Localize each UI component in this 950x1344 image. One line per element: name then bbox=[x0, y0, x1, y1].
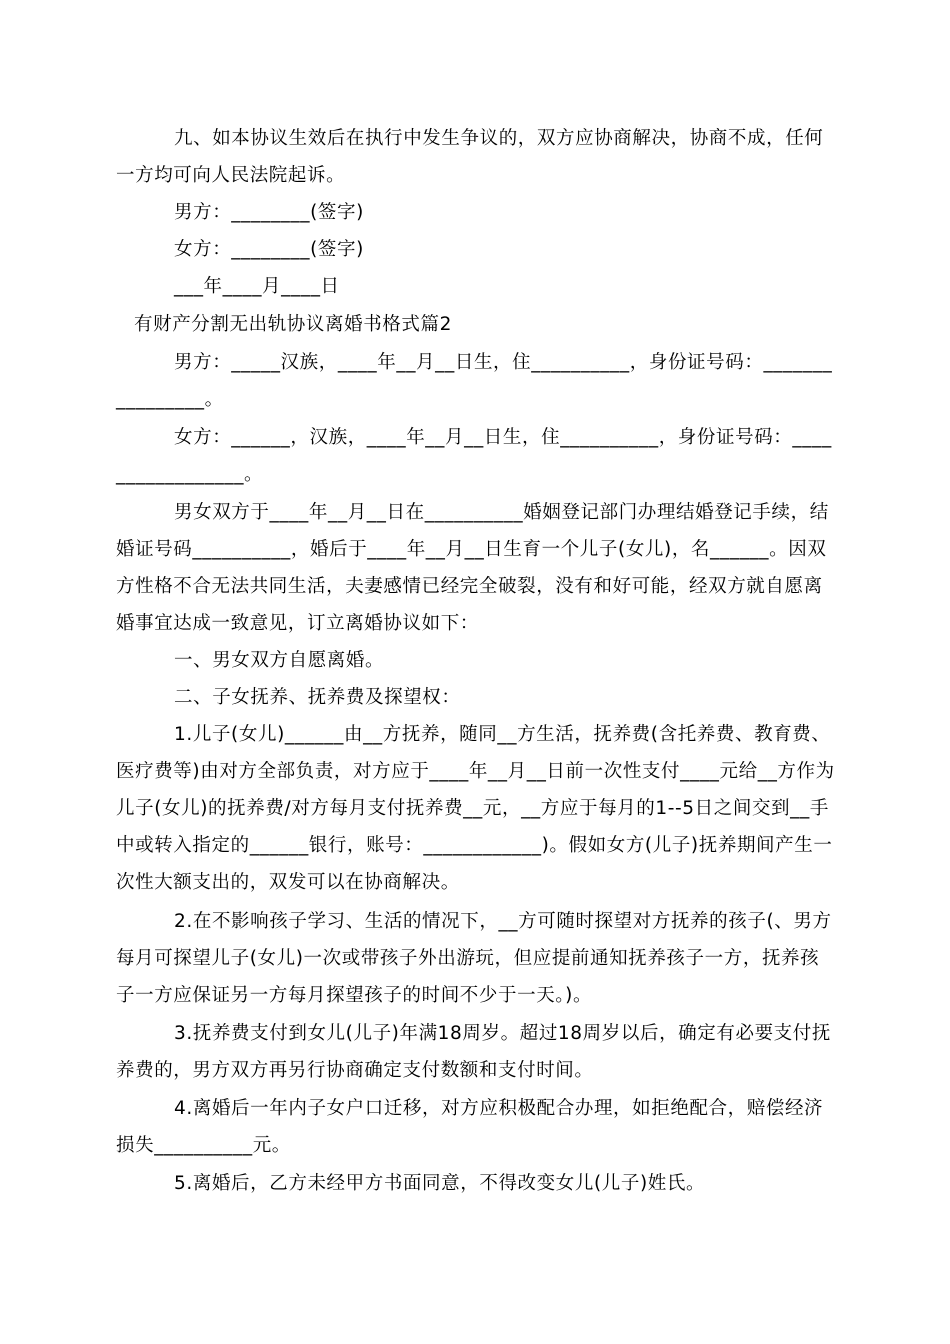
clause-2-item-2: 2.在不影响孩子学习、生活的情况下，__方可随时探望对方抚养的孩子(、男方每月可探望儿子(女儿)一次或带孩子外出游玩，但应提前通知抚养孩子一方，抚养孩子一方应保证另一方每月探望孩子的时间不少于一天。)。 bbox=[116, 911, 832, 1006]
male-signature-line: 男方：________(签字) bbox=[174, 202, 364, 223]
clause-2-item-5: 5.离婚后，乙方未经甲方书面同意，不得改变女儿(儿子)姓氏。 bbox=[174, 1173, 706, 1194]
clause-2-item-4: 4.离婚后一年内子女户口迁移，对方应积极配合办理，如拒绝配合，赔偿经济损失__________元。 bbox=[116, 1098, 824, 1156]
agreement-intro: 男女双方于____年__月__日在__________婚姻登记部门办理结婚登记手续，结婚证号码__________，婚后于____年__月__日生育一个儿子(女儿)，名______。因双方性格不合无法共同生活，夫妻感情已经完全破裂，没有和好可能，经双方就自愿离婚事宜达成一致意见，订立离婚协议如下： bbox=[116, 502, 829, 634]
section-title: 有财产分割无出轨协议离婚书格式篇2 bbox=[134, 314, 452, 335]
male-party-info: 男方：_____汉族，____年__月__日生，住__________，身份证号码：________________。 bbox=[116, 352, 833, 410]
clause-1: 一、男女双方自愿离婚。 bbox=[174, 650, 385, 671]
female-party-info: 女方：______，汉族，____年__月__日生，住__________，身份证号码：_________________。 bbox=[116, 427, 832, 485]
clause-9: 九、如本协议生效后在执行中发生争议的，双方应协商解决，协商不成，任何一方均可向人民法院起诉。 bbox=[116, 128, 824, 186]
signature-date-line: ___年____月____日 bbox=[174, 276, 340, 297]
clause-2-item-1: 1.儿子(女儿)______由__方抚养，随同__方生活，抚养费(含托养费、教育费、医疗费等)由对方全部负责，对方应于____年__月__日前一次性支付____元给__方作为儿子(女儿)的抚养费/对方每月支付抚养费__元，__方应于每月的1--5日之间交到__手中或转入指定的______银行，账号：____________)。假如女方(儿子)抚养期间产生一次性大额支出的，双发可以在协商解决。 bbox=[116, 724, 835, 893]
clause-2-item-3: 3.抚养费支付到女儿(儿子)年满18周岁。超过18周岁以后，确定有必要支付抚养费的，男方双方再另行协商确定支付数额和支付时间。 bbox=[116, 1023, 831, 1081]
female-signature-line: 女方：________(签字) bbox=[174, 239, 364, 260]
clause-2: 二、子女抚养、抚养费及探望权： bbox=[174, 687, 461, 708]
